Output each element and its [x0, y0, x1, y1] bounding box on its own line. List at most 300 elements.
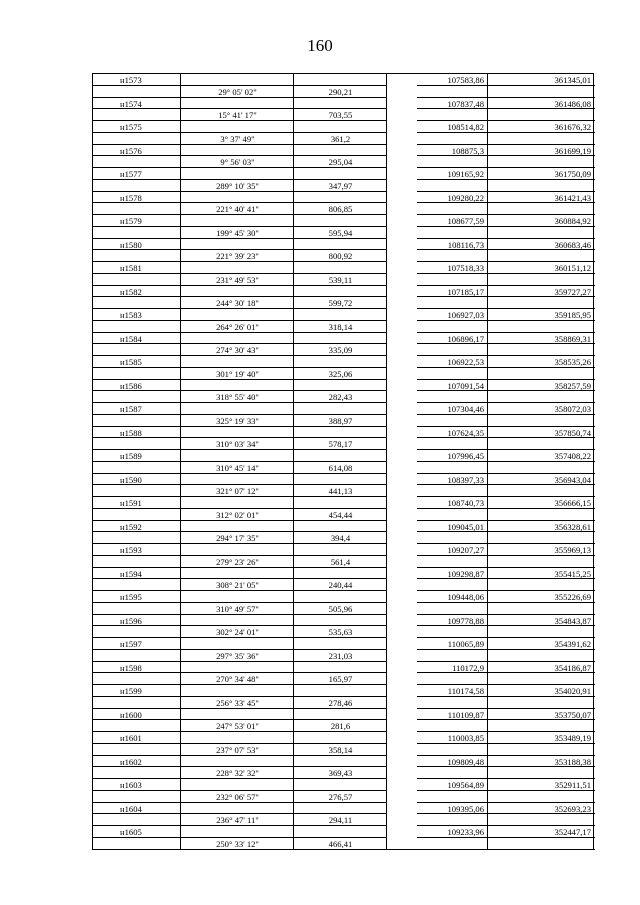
empty-cell — [488, 556, 595, 568]
direction-angle: 244° 30' 18" — [181, 297, 294, 309]
segment-length: 599,72 — [294, 297, 387, 309]
empty-cell — [93, 720, 181, 732]
empty-cell — [93, 156, 181, 168]
empty-cell — [294, 568, 387, 580]
coordinate-x: 107518,33 — [417, 262, 488, 274]
direction-angle: 325° 19' 33" — [181, 415, 294, 427]
point-name: н1598 — [93, 662, 181, 674]
empty-cell — [294, 474, 387, 486]
coordinate-x: 109564,89 — [417, 779, 488, 791]
segment-length: 614,08 — [294, 462, 387, 474]
point-name: н1602 — [93, 756, 181, 768]
point-name: н1597 — [93, 638, 181, 650]
empty-cell — [181, 145, 294, 157]
empty-cell — [294, 192, 387, 204]
segment-length: 578,17 — [294, 438, 387, 450]
empty-cell — [181, 474, 294, 486]
segment-length: 388,97 — [294, 415, 387, 427]
empty-cell — [294, 803, 387, 815]
segment-length: 282,43 — [294, 391, 387, 403]
coordinate-x: 106927,03 — [417, 309, 488, 321]
empty-cell — [488, 203, 595, 215]
coordinate-y: 352693,23 — [488, 803, 595, 815]
point-name: н1599 — [93, 685, 181, 697]
point-name: н1596 — [93, 615, 181, 627]
coordinate-y: 356943,04 — [488, 474, 595, 486]
empty-cell — [181, 732, 294, 744]
empty-cell — [294, 826, 387, 838]
segment-length: 295,04 — [294, 156, 387, 168]
direction-angle: 231° 49' 53" — [181, 274, 294, 286]
empty-cell — [417, 227, 488, 239]
empty-cell — [488, 415, 595, 427]
empty-cell — [417, 579, 488, 591]
coordinate-x: 108397,33 — [417, 474, 488, 486]
coordinate-y: 355415,25 — [488, 568, 595, 580]
coordinate-x: 109045,01 — [417, 521, 488, 533]
empty-cell — [93, 838, 181, 850]
empty-cell — [93, 744, 181, 756]
segment-length: 454,44 — [294, 509, 387, 521]
empty-cell — [417, 415, 488, 427]
point-name: н1586 — [93, 380, 181, 392]
empty-cell — [488, 133, 595, 145]
point-name: н1583 — [93, 309, 181, 321]
segment-length: 240,44 — [294, 579, 387, 591]
coordinate-y: 358257,59 — [488, 380, 595, 392]
empty-cell — [93, 274, 181, 286]
empty-cell — [294, 333, 387, 345]
empty-cell — [488, 274, 595, 286]
empty-cell — [417, 86, 488, 98]
segment-length: 358,14 — [294, 744, 387, 756]
empty-cell — [93, 485, 181, 497]
coordinate-y: 353188,38 — [488, 756, 595, 768]
direction-angle: 3° 37' 49" — [181, 133, 294, 145]
empty-cell — [488, 156, 595, 168]
direction-angle: 310° 45' 14" — [181, 462, 294, 474]
empty-cell — [181, 497, 294, 509]
empty-cell — [417, 767, 488, 779]
page-number: 160 — [307, 36, 333, 55]
coordinate-x: 110003,85 — [417, 732, 488, 744]
empty-cell — [417, 321, 488, 333]
segment-length: 231,03 — [294, 650, 387, 662]
coordinate-y: 356666,15 — [488, 497, 595, 509]
empty-cell — [93, 86, 181, 98]
empty-cell — [417, 462, 488, 474]
segment-length: 394,4 — [294, 532, 387, 544]
coordinate-y: 359185,95 — [488, 309, 595, 321]
empty-cell — [417, 626, 488, 638]
empty-cell — [93, 532, 181, 544]
empty-cell — [181, 662, 294, 674]
empty-cell — [488, 603, 595, 615]
direction-angle: 301° 19' 40" — [181, 368, 294, 380]
empty-cell — [93, 462, 181, 474]
empty-cell — [488, 791, 595, 803]
empty-cell — [181, 121, 294, 133]
coordinate-y: 357850,74 — [488, 427, 595, 439]
empty-cell — [181, 709, 294, 721]
coordinates-table — [92, 73, 594, 850]
coordinate-x: 110065,89 — [417, 638, 488, 650]
empty-cell — [93, 697, 181, 709]
empty-cell — [417, 109, 488, 121]
empty-cell — [93, 603, 181, 615]
empty-cell — [93, 391, 181, 403]
segment-length: 278,46 — [294, 697, 387, 709]
point-name: н1605 — [93, 826, 181, 838]
empty-cell — [488, 321, 595, 333]
direction-angle: 237° 07' 53" — [181, 744, 294, 756]
empty-cell — [181, 168, 294, 180]
empty-cell — [294, 779, 387, 791]
empty-cell — [181, 685, 294, 697]
coordinate-y: 361486,08 — [488, 98, 595, 110]
empty-cell — [181, 803, 294, 815]
coordinate-y: 361421,43 — [488, 192, 595, 204]
empty-cell — [93, 556, 181, 568]
empty-cell — [93, 109, 181, 121]
segment-length: 276,57 — [294, 791, 387, 803]
direction-angle: 274° 30' 43" — [181, 344, 294, 356]
empty-cell — [294, 544, 387, 556]
coordinate-y: 353750,07 — [488, 709, 595, 721]
point-name: н1582 — [93, 286, 181, 298]
empty-cell — [294, 309, 387, 321]
empty-cell — [417, 791, 488, 803]
coordinate-x: 110174,58 — [417, 685, 488, 697]
empty-cell — [93, 180, 181, 192]
empty-cell — [488, 227, 595, 239]
coordinate-x: 110109,87 — [417, 709, 488, 721]
empty-cell — [93, 415, 181, 427]
coordinate-y: 353489,19 — [488, 732, 595, 744]
coordinate-x: 106896,17 — [417, 333, 488, 345]
empty-cell — [294, 685, 387, 697]
point-name: н1604 — [93, 803, 181, 815]
empty-cell — [294, 145, 387, 157]
empty-cell — [181, 262, 294, 274]
direction-angle: 256° 33' 45" — [181, 697, 294, 709]
point-name: н1580 — [93, 239, 181, 251]
empty-cell — [181, 286, 294, 298]
coordinate-x: 109448,06 — [417, 591, 488, 603]
empty-cell — [93, 509, 181, 521]
point-name: н1594 — [93, 568, 181, 580]
coordinate-x: 108875,3 — [417, 145, 488, 157]
coordinate-y: 354020,91 — [488, 685, 595, 697]
empty-cell — [181, 380, 294, 392]
coordinate-x: 107185,17 — [417, 286, 488, 298]
coordinate-x: 108514,82 — [417, 121, 488, 133]
empty-cell — [93, 673, 181, 685]
empty-cell — [488, 250, 595, 262]
direction-angle: 302° 24' 01" — [181, 626, 294, 638]
coordinate-x: 108677,59 — [417, 215, 488, 227]
direction-angle: 297° 35' 36" — [181, 650, 294, 662]
empty-cell — [417, 650, 488, 662]
empty-cell — [93, 227, 181, 239]
coordinate-y: 354843,87 — [488, 615, 595, 627]
coordinate-y: 354391,62 — [488, 638, 595, 650]
coordinate-y: 360683,46 — [488, 239, 595, 251]
empty-cell — [488, 697, 595, 709]
point-name: н1576 — [93, 145, 181, 157]
empty-cell — [93, 650, 181, 662]
direction-angle: 279° 23' 26" — [181, 556, 294, 568]
direction-angle: 294° 17' 35" — [181, 532, 294, 544]
empty-cell — [417, 532, 488, 544]
empty-cell — [488, 720, 595, 732]
segment-length: 800,92 — [294, 250, 387, 262]
empty-cell — [417, 485, 488, 497]
segment-length: 466,41 — [294, 838, 387, 850]
empty-cell — [294, 615, 387, 627]
empty-cell — [417, 673, 488, 685]
coordinate-x: 109280,22 — [417, 192, 488, 204]
empty-cell — [417, 203, 488, 215]
empty-cell — [417, 556, 488, 568]
empty-cell — [488, 838, 595, 850]
empty-cell — [181, 615, 294, 627]
coordinate-x: 107091,54 — [417, 380, 488, 392]
empty-cell — [488, 673, 595, 685]
empty-cell — [488, 509, 595, 521]
coordinate-y: 357408,22 — [488, 450, 595, 462]
point-name: н1592 — [93, 521, 181, 533]
empty-cell — [417, 156, 488, 168]
point-name: н1584 — [93, 333, 181, 345]
segment-length: 561,4 — [294, 556, 387, 568]
empty-cell — [488, 438, 595, 450]
coordinate-x: 109298,87 — [417, 568, 488, 580]
empty-cell — [417, 250, 488, 262]
empty-cell — [181, 568, 294, 580]
segment-length: 294,11 — [294, 814, 387, 826]
empty-cell — [93, 438, 181, 450]
coordinate-y: 355226,69 — [488, 591, 595, 603]
point-name: н1588 — [93, 427, 181, 439]
empty-cell — [417, 274, 488, 286]
segment-length: 505,96 — [294, 603, 387, 615]
coordinate-y: 356328,61 — [488, 521, 595, 533]
empty-cell — [181, 450, 294, 462]
coordinate-x: 109233,96 — [417, 826, 488, 838]
point-name: н1595 — [93, 591, 181, 603]
empty-cell — [488, 462, 595, 474]
point-name: н1574 — [93, 98, 181, 110]
point-name: н1579 — [93, 215, 181, 227]
direction-angle: 29° 05' 02" — [181, 86, 294, 98]
coordinate-y: 360884,92 — [488, 215, 595, 227]
coordinate-x: 109809,48 — [417, 756, 488, 768]
point-name: н1601 — [93, 732, 181, 744]
empty-cell — [417, 814, 488, 826]
empty-cell — [417, 509, 488, 521]
coordinate-y: 352447,17 — [488, 826, 595, 838]
empty-cell — [93, 791, 181, 803]
empty-cell — [93, 133, 181, 145]
empty-cell — [181, 403, 294, 415]
segment-length: 165,97 — [294, 673, 387, 685]
empty-cell — [488, 579, 595, 591]
empty-cell — [417, 344, 488, 356]
direction-angle: 15° 41' 17" — [181, 109, 294, 121]
segment-length: 335,09 — [294, 344, 387, 356]
empty-cell — [294, 168, 387, 180]
empty-cell — [294, 497, 387, 509]
direction-angle: 221° 40' 41" — [181, 203, 294, 215]
empty-cell — [488, 767, 595, 779]
empty-cell — [294, 756, 387, 768]
empty-cell — [181, 591, 294, 603]
direction-angle: 221° 39' 23" — [181, 250, 294, 262]
empty-cell — [181, 521, 294, 533]
point-name: н1575 — [93, 121, 181, 133]
direction-angle: 264° 26' 01" — [181, 321, 294, 333]
segment-length: 806,85 — [294, 203, 387, 215]
empty-cell — [294, 662, 387, 674]
direction-angle: 232° 06' 57" — [181, 791, 294, 803]
coordinate-y: 359727,27 — [488, 286, 595, 298]
empty-cell — [93, 250, 181, 262]
empty-cell — [488, 626, 595, 638]
empty-cell — [294, 709, 387, 721]
direction-angle: 310° 49' 57" — [181, 603, 294, 615]
coordinate-y: 361699,19 — [488, 145, 595, 157]
empty-cell — [181, 356, 294, 368]
empty-cell — [294, 380, 387, 392]
point-name: н1581 — [93, 262, 181, 274]
segment-length: 318,14 — [294, 321, 387, 333]
segment-length: 281,6 — [294, 720, 387, 732]
empty-cell — [488, 485, 595, 497]
direction-angle: 270° 34' 48" — [181, 673, 294, 685]
coordinate-x: 107304,46 — [417, 403, 488, 415]
empty-cell — [417, 838, 488, 850]
segment-length: 595,94 — [294, 227, 387, 239]
segment-length: 290,21 — [294, 86, 387, 98]
segment-length: 361,2 — [294, 133, 387, 145]
direction-angle: 312° 02' 01" — [181, 509, 294, 521]
point-name: н1590 — [93, 474, 181, 486]
empty-cell — [488, 744, 595, 756]
direction-angle: 321° 07' 12" — [181, 485, 294, 497]
direction-angle: 236° 47' 11" — [181, 814, 294, 826]
empty-cell — [93, 297, 181, 309]
coordinate-x: 108116,73 — [417, 239, 488, 251]
empty-cell — [488, 109, 595, 121]
empty-cell — [93, 203, 181, 215]
empty-cell — [488, 368, 595, 380]
empty-cell — [181, 544, 294, 556]
coordinate-y: 358869,31 — [488, 333, 595, 345]
point-name: н1593 — [93, 544, 181, 556]
empty-cell — [294, 521, 387, 533]
empty-cell — [417, 744, 488, 756]
coordinate-y: 360151,12 — [488, 262, 595, 274]
direction-angle: 228° 32' 32" — [181, 767, 294, 779]
point-name: н1578 — [93, 192, 181, 204]
empty-cell — [488, 532, 595, 544]
empty-cell — [488, 344, 595, 356]
empty-cell — [294, 239, 387, 251]
direction-angle: 250° 33' 12" — [181, 838, 294, 850]
coordinate-x: 107837,48 — [417, 98, 488, 110]
coordinate-y: 355969,13 — [488, 544, 595, 556]
coordinate-y: 358072,03 — [488, 403, 595, 415]
empty-cell — [488, 814, 595, 826]
direction-angle: 199° 45' 30" — [181, 227, 294, 239]
empty-cell — [294, 591, 387, 603]
empty-cell — [93, 344, 181, 356]
coordinate-y: 361345,01 — [488, 74, 595, 86]
empty-cell — [294, 98, 387, 110]
segment-length: 703,55 — [294, 109, 387, 121]
empty-cell — [294, 215, 387, 227]
segment-length: 441,13 — [294, 485, 387, 497]
empty-cell — [181, 239, 294, 251]
empty-cell — [488, 391, 595, 403]
empty-cell — [181, 74, 294, 86]
empty-cell — [488, 180, 595, 192]
direction-angle: 289° 10' 35" — [181, 180, 294, 192]
empty-cell — [417, 438, 488, 450]
empty-cell — [181, 756, 294, 768]
empty-cell — [294, 286, 387, 298]
empty-cell — [181, 427, 294, 439]
coordinate-x: 107996,45 — [417, 450, 488, 462]
coordinate-x: 107624,35 — [417, 427, 488, 439]
coordinate-x: 109778,88 — [417, 615, 488, 627]
direction-angle: 9° 56' 03" — [181, 156, 294, 168]
empty-cell — [488, 297, 595, 309]
empty-cell — [181, 779, 294, 791]
coordinate-x: 110172,9 — [417, 662, 488, 674]
coordinate-x: 108740,73 — [417, 497, 488, 509]
empty-cell — [294, 427, 387, 439]
empty-cell — [294, 121, 387, 133]
empty-cell — [181, 215, 294, 227]
empty-cell — [93, 321, 181, 333]
empty-cell — [93, 767, 181, 779]
empty-cell — [294, 74, 387, 86]
coordinate-y: 354186,87 — [488, 662, 595, 674]
direction-angle: 308° 21' 05" — [181, 579, 294, 591]
empty-cell — [181, 826, 294, 838]
direction-angle: 318° 55' 40" — [181, 391, 294, 403]
segment-length: 325,06 — [294, 368, 387, 380]
empty-cell — [294, 450, 387, 462]
empty-cell — [93, 579, 181, 591]
empty-cell — [417, 180, 488, 192]
point-name: н1591 — [93, 497, 181, 509]
point-name: н1603 — [93, 779, 181, 791]
empty-cell — [294, 403, 387, 415]
point-name: н1587 — [93, 403, 181, 415]
coordinate-x: 107583,86 — [417, 74, 488, 86]
empty-cell — [181, 192, 294, 204]
coordinate-x: 109207,27 — [417, 544, 488, 556]
empty-cell — [417, 391, 488, 403]
point-name: н1600 — [93, 709, 181, 721]
empty-cell — [181, 98, 294, 110]
empty-cell — [417, 133, 488, 145]
empty-cell — [417, 297, 488, 309]
coordinate-x: 109165,92 — [417, 168, 488, 180]
